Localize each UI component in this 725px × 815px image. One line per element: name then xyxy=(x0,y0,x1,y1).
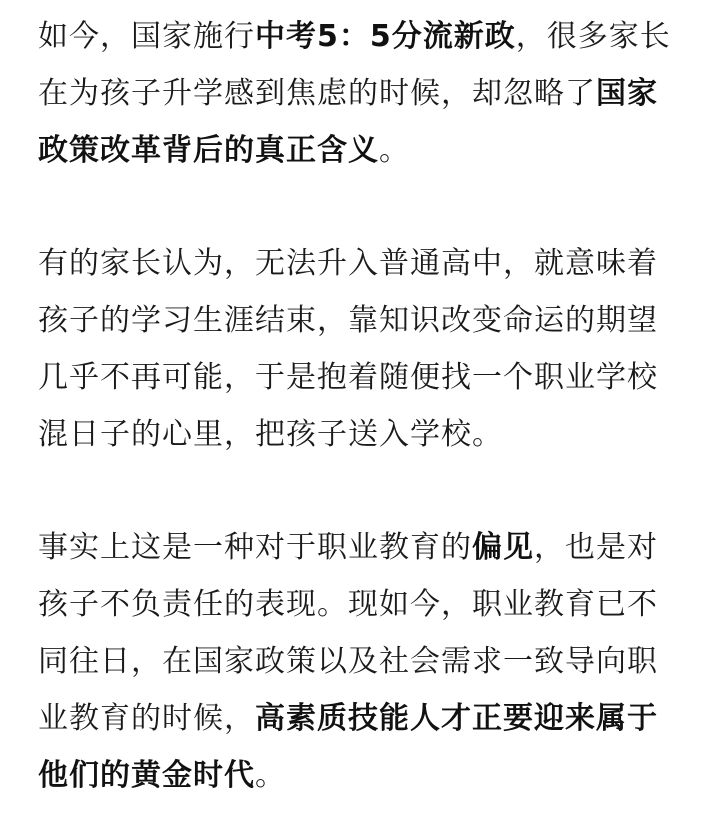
text-run: 孩子不负责任的表现。现如今，职业教育已不 xyxy=(38,587,658,622)
paragraph xyxy=(38,8,698,179)
text-run-bold: 中考5：5分流新政 xyxy=(255,19,516,54)
text-run: 在为孩子升学感到焦虑的时候，却忽略了 xyxy=(38,76,596,111)
text-run: 同往日，在国家政策以及社会需求一致导向职 xyxy=(38,644,658,679)
text-line xyxy=(38,690,698,747)
paragraph xyxy=(38,235,698,463)
text-line xyxy=(38,406,698,463)
text-line xyxy=(38,8,698,65)
paragraph-spacer xyxy=(38,463,698,519)
text-line xyxy=(38,576,698,633)
article-body xyxy=(38,8,698,804)
text-run: 混日子的心里，把孩子送入学校。 xyxy=(38,417,503,452)
text-line xyxy=(38,122,698,179)
text-line xyxy=(38,65,698,122)
text-run: 如今，国家施行 xyxy=(38,19,255,54)
text-run-bold: 偏见 xyxy=(472,530,534,565)
paragraph xyxy=(38,519,698,804)
text-run-bold: 高素质技能人才正要迎来属于 xyxy=(255,701,658,736)
text-run: 业教育的时候， xyxy=(38,701,255,736)
text-run: ，很多家长 xyxy=(515,19,671,54)
text-run: 有的家长认为，无法升入普通高中，就意味着 xyxy=(38,246,658,281)
text-run-bold: 政策改革背后的真正含义 xyxy=(38,133,379,168)
text-run: 几乎不再可能，于是抱着随便找一个职业学校 xyxy=(38,360,658,395)
text-line xyxy=(38,292,698,349)
text-run: ，也是对 xyxy=(534,530,658,565)
text-line xyxy=(38,235,698,292)
text-run: 孩子的学习生涯结束，靠知识改变命运的期望 xyxy=(38,303,658,338)
text-run: 事实上这是一种对于职业教育的 xyxy=(38,530,472,565)
text-run: 。 xyxy=(379,133,410,168)
text-run: 。 xyxy=(255,758,286,793)
text-line xyxy=(38,519,698,576)
text-line xyxy=(38,747,698,804)
text-run-bold: 他们的黄金时代 xyxy=(38,758,255,793)
text-line xyxy=(38,349,698,406)
text-line xyxy=(38,633,698,690)
paragraph-spacer xyxy=(38,179,698,235)
text-run-bold: 国家 xyxy=(596,76,658,111)
